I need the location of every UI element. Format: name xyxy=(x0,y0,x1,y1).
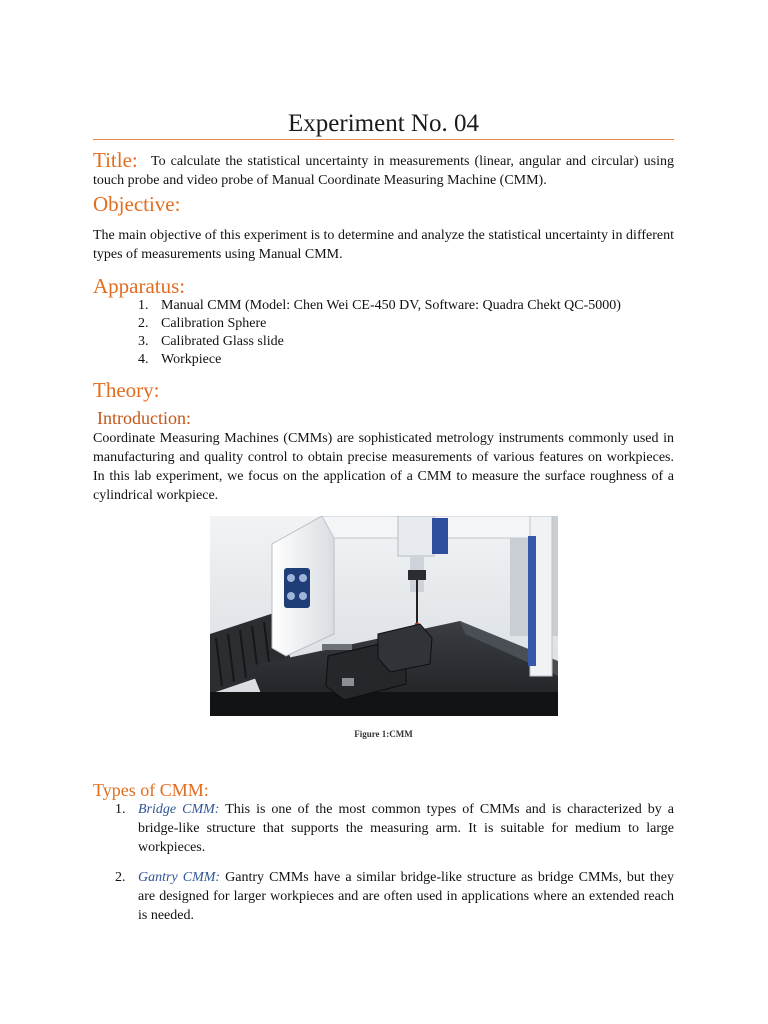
list-text: Calibrated Glass slide xyxy=(161,334,284,349)
list-number: 3. xyxy=(138,334,149,349)
type-description: This is one of the most common types of CMMs and is characterized by a bridge-like structure that supports the measuring arm. It is suitable for medium to large workpieces. xyxy=(138,802,674,855)
cmm-figure-image xyxy=(210,516,558,716)
list-number: 2. xyxy=(138,316,149,331)
title-paragraph xyxy=(93,152,674,190)
experiment-heading: Experiment No. 04 xyxy=(288,110,479,137)
types-list xyxy=(93,800,674,925)
list-item xyxy=(93,297,674,315)
list-text: Manual CMM (Model: Chen Wei CE-450 DV, Software: Quadra Chekt QC-5000) xyxy=(161,298,621,313)
list-item xyxy=(93,868,674,925)
list-text: Calibration Sphere xyxy=(161,316,267,331)
type-term: Bridge CMM: xyxy=(138,802,220,817)
title-label: Title: xyxy=(93,148,138,172)
theory-label: Theory: xyxy=(93,378,160,402)
list-item xyxy=(93,333,674,351)
types-label: Types of CMM: xyxy=(93,780,209,800)
apparatus-label: Apparatus: xyxy=(93,274,186,298)
list-number: 1. xyxy=(115,802,126,817)
title-text: To calculate the statistical uncertainty in measurements (linear, angular and circular) using touch probe and video probe of Manual Coordinate Measuring Machine (CMM). xyxy=(93,154,674,188)
objective-label: Objective: xyxy=(93,192,181,216)
type-term: Gantry CMM: xyxy=(138,870,221,885)
list-item xyxy=(93,800,674,857)
list-number: 4. xyxy=(138,352,149,367)
introduction-paragraph: Coordinate Measuring Machines (CMMs) are sophisticated metrology instruments commonly used in manufacturing and quality control to obtain precise measurements of various features on workpieces. In this lab experiment, we focus on the application of a CMM to measure the surface roughness of a cylindrical workpiece. xyxy=(93,431,674,503)
figure-caption: Figure 1:CMM xyxy=(354,729,413,739)
heading-underline xyxy=(93,139,674,140)
list-number: 2. xyxy=(115,870,126,885)
list-item xyxy=(93,315,674,333)
list-item xyxy=(93,351,674,369)
list-text: Workpiece xyxy=(161,352,222,367)
objective-paragraph: The main objective of this experiment is to determine and analyze the statistical uncertainty in different types of measurements using Manual CMM. xyxy=(93,228,674,262)
type-description: Gantry CMMs have a similar bridge-like structure as bridge CMMs, but they are designed for larger workpieces and are often used in applications where an extended reach is needed. xyxy=(138,870,674,923)
introduction-label: Introduction: xyxy=(97,408,191,428)
list-number: 1. xyxy=(138,298,149,313)
apparatus-list xyxy=(93,297,674,369)
